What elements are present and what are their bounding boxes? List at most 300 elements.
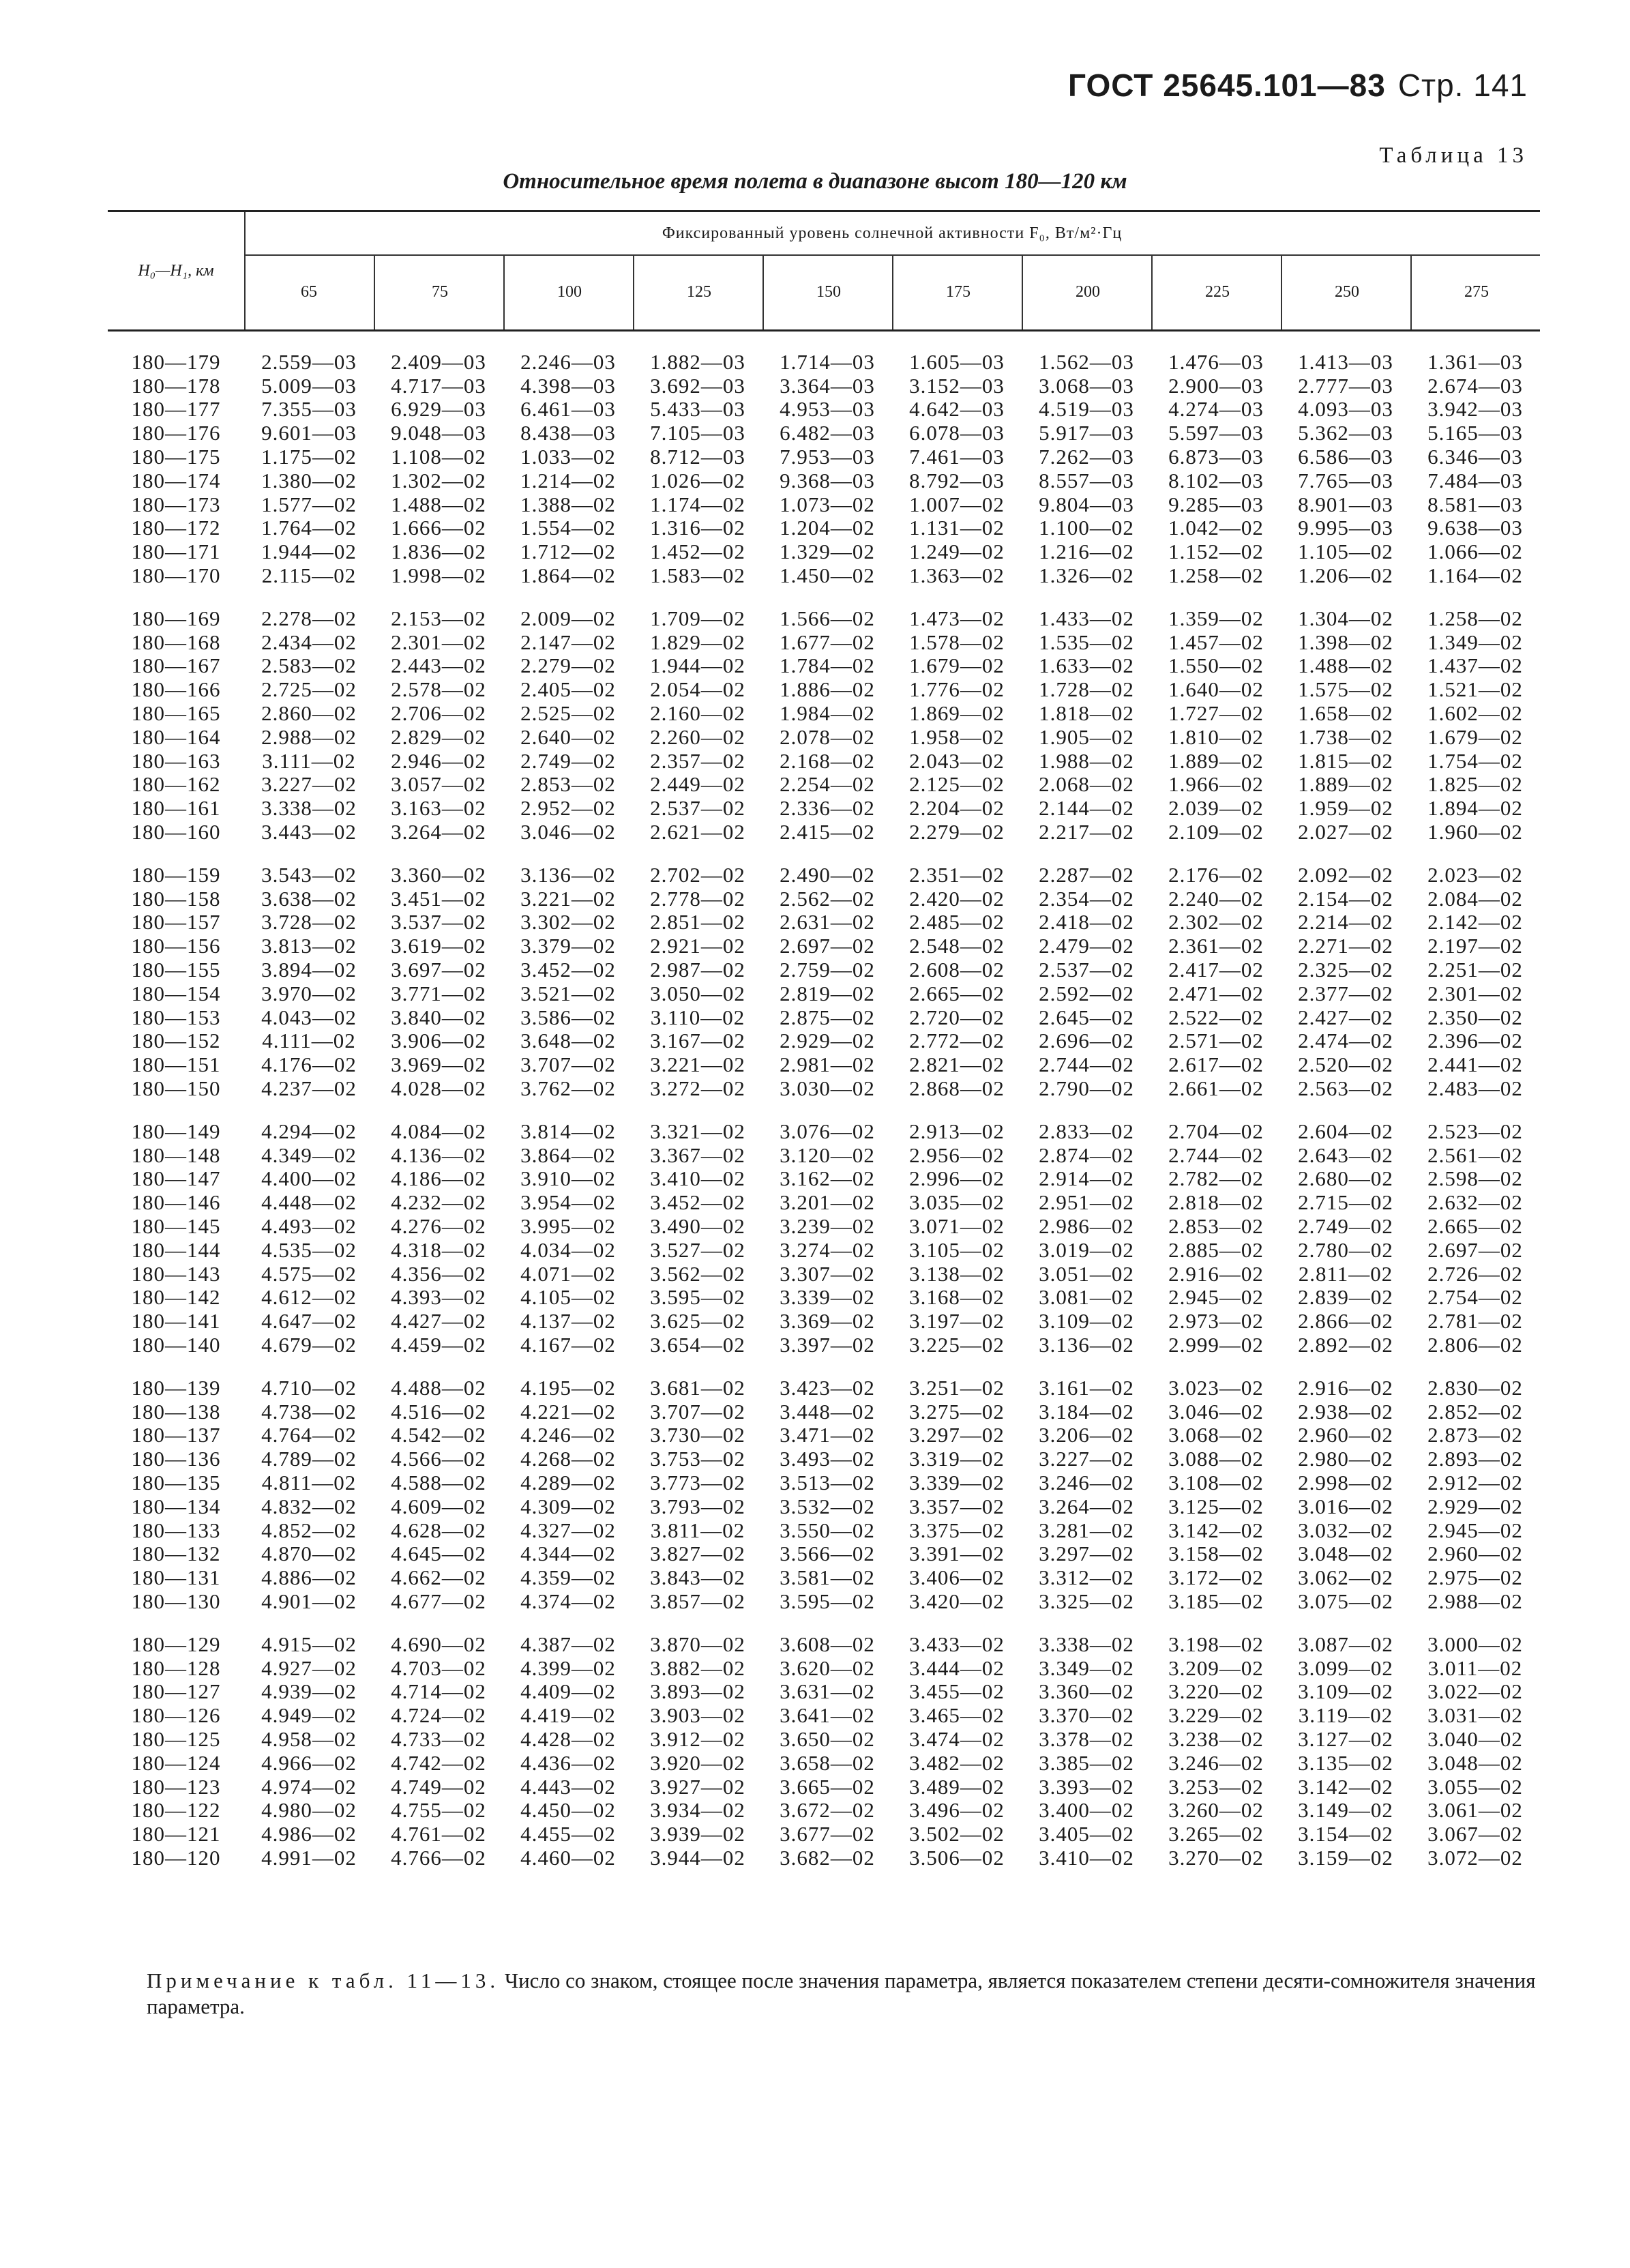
value-cell: 2.217—02 xyxy=(1039,820,1134,844)
note-text: Число со знаком, стоящее после значения параметра, является показателем степени десяти-сомножителя значения параметра. xyxy=(147,1969,1536,2018)
value-cell: 2.520—02 xyxy=(1298,1052,1393,1077)
table-row xyxy=(108,563,1540,587)
value-cell: 2.819—02 xyxy=(780,981,875,1005)
row-group xyxy=(108,1119,1540,1357)
value-cell: 2.956—02 xyxy=(909,1143,1005,1167)
note-lead: Примечание к табл. 11—13. xyxy=(147,1969,500,1992)
value-cell: 3.406—02 xyxy=(909,1565,1005,1590)
value-cell: 3.672—02 xyxy=(780,1798,875,1823)
value-cell: 1.818—02 xyxy=(1039,701,1134,726)
value-cell: 3.120—02 xyxy=(780,1143,875,1167)
value-cell: 2.916—02 xyxy=(1298,1375,1393,1400)
altitude-range-cell: 180—123 xyxy=(131,1774,221,1799)
value-cell: 2.254—02 xyxy=(780,772,875,797)
value-cell: 2.142—02 xyxy=(1427,910,1523,934)
value-cell: 2.946—02 xyxy=(391,748,486,773)
value-cell: 3.969—02 xyxy=(391,1052,486,1077)
value-cell: 3.099—02 xyxy=(1298,1655,1393,1680)
value-cell: 4.221—02 xyxy=(520,1399,616,1424)
value-cell: 1.033—02 xyxy=(520,445,616,469)
value-cell: 2.973—02 xyxy=(1168,1309,1264,1334)
altitude-range-cell: 180—135 xyxy=(131,1470,221,1494)
value-cell: 3.072—02 xyxy=(1427,1845,1523,1870)
value-cell: 2.643—02 xyxy=(1298,1143,1393,1167)
altitude-range-cell: 180—148 xyxy=(131,1143,221,1167)
value-cell: 1.776—02 xyxy=(909,677,1005,702)
value-cell: 2.617—02 xyxy=(1168,1052,1264,1077)
value-cell: 3.152—03 xyxy=(909,373,1005,398)
value-cell: 1.450—02 xyxy=(780,563,875,588)
value-cell: 4.105—02 xyxy=(520,1285,616,1310)
value-cell: 3.433—02 xyxy=(909,1632,1005,1656)
value-cell: 1.882—03 xyxy=(650,349,745,374)
table-row xyxy=(108,773,1540,797)
altitude-range-cell: 180—144 xyxy=(131,1237,221,1262)
value-cell: 2.109—02 xyxy=(1168,820,1264,844)
value-cell: 3.658—02 xyxy=(780,1750,875,1775)
value-cell: 6.461—03 xyxy=(520,397,616,422)
table-row xyxy=(108,1822,1540,1846)
group-header: Фиксированный уровень солнечной активности F₀, Вт/м²·Гц xyxy=(244,212,1540,256)
value-cell: 2.772—02 xyxy=(909,1029,1005,1053)
value-cell: 4.176—02 xyxy=(261,1052,357,1077)
table-row xyxy=(108,749,1540,773)
value-cell: 3.369—02 xyxy=(780,1309,875,1334)
value-cell: 2.592—02 xyxy=(1039,981,1134,1005)
value-cell: 2.427—02 xyxy=(1298,1005,1393,1029)
value-cell: 2.912—02 xyxy=(1427,1470,1523,1494)
value-cell: 4.690—02 xyxy=(391,1632,486,1656)
altitude-range-cell: 180—152 xyxy=(131,1029,221,1053)
row-group xyxy=(108,350,1540,587)
value-cell: 2.409—03 xyxy=(391,349,486,374)
table-row xyxy=(108,1471,1540,1494)
value-cell: 4.852—02 xyxy=(261,1518,357,1542)
column-header-175: 175 xyxy=(892,254,1023,329)
value-cell: 4.535—02 xyxy=(261,1237,357,1262)
value-cell: 2.559—03 xyxy=(261,349,357,374)
table-row xyxy=(108,1029,1540,1053)
row-group xyxy=(108,1376,1540,1613)
table-row xyxy=(108,1143,1540,1167)
altitude-range-cell: 180—150 xyxy=(131,1076,221,1100)
table-row xyxy=(108,958,1540,982)
value-cell: 2.351—02 xyxy=(909,862,1005,887)
value-cell: 1.316—02 xyxy=(650,516,745,540)
value-cell: 1.108—02 xyxy=(391,445,486,469)
value-cell: 3.893—02 xyxy=(650,1679,745,1704)
value-cell: 4.289—02 xyxy=(520,1470,616,1494)
value-cell: 3.264—02 xyxy=(391,820,486,844)
altitude-range-cell: 180—153 xyxy=(131,1005,221,1029)
value-cell: 3.260—02 xyxy=(1168,1798,1264,1823)
value-cell: 1.521—02 xyxy=(1427,677,1523,702)
value-cell: 3.375—02 xyxy=(909,1518,1005,1542)
value-cell: 2.608—02 xyxy=(909,958,1005,982)
altitude-range-cell: 180—159 xyxy=(131,862,221,887)
value-cell: 2.998—02 xyxy=(1298,1470,1393,1494)
table-row xyxy=(108,630,1540,654)
value-cell: 4.071—02 xyxy=(520,1261,616,1286)
value-cell: 4.703—02 xyxy=(391,1655,486,1680)
value-cell: 3.586—02 xyxy=(520,1005,616,1029)
value-cell: 4.409—02 xyxy=(520,1679,616,1704)
value-cell: 3.272—02 xyxy=(650,1076,745,1100)
value-cell: 2.938—02 xyxy=(1298,1399,1393,1424)
value-cell: 4.677—02 xyxy=(391,1589,486,1613)
value-cell: 3.081—02 xyxy=(1039,1285,1134,1310)
value-cell: 1.679—02 xyxy=(1427,724,1523,749)
value-cell: 7.355—03 xyxy=(261,397,357,422)
value-cell: 1.437—02 xyxy=(1427,653,1523,678)
value-cell: 1.738—02 xyxy=(1298,724,1393,749)
value-cell: 2.115—02 xyxy=(261,563,357,588)
value-cell: 2.279—02 xyxy=(520,653,616,678)
value-cell: 1.864—02 xyxy=(520,563,616,588)
value-cell: 2.706—02 xyxy=(391,701,486,726)
value-cell: 3.954—02 xyxy=(520,1190,616,1215)
value-cell: 3.325—02 xyxy=(1039,1589,1134,1613)
value-cell: 1.998—02 xyxy=(391,563,486,588)
altitude-range-cell: 180—138 xyxy=(131,1399,221,1424)
value-cell: 3.906—02 xyxy=(391,1029,486,1053)
value-cell: 3.367—02 xyxy=(650,1143,745,1167)
value-cell: 2.537—02 xyxy=(1039,958,1134,982)
value-cell: 2.434—02 xyxy=(261,630,357,654)
value-cell: 3.489—02 xyxy=(909,1774,1005,1799)
column-header-125: 125 xyxy=(633,254,764,329)
altitude-range-cell: 180—158 xyxy=(131,886,221,911)
value-cell: 5.433—03 xyxy=(650,397,745,422)
value-cell: 3.944—02 xyxy=(650,1845,745,1870)
value-cell: 3.019—02 xyxy=(1039,1237,1134,1262)
value-cell: 1.754—02 xyxy=(1427,748,1523,773)
value-cell: 1.958—02 xyxy=(909,724,1005,749)
value-cell: 1.605—03 xyxy=(909,349,1005,374)
value-cell: 2.875—02 xyxy=(780,1005,875,1029)
value-cell: 9.048—03 xyxy=(391,421,486,445)
altitude-range-cell: 180—165 xyxy=(131,701,221,726)
table-row xyxy=(108,1775,1540,1799)
value-cell: 2.561—02 xyxy=(1427,1143,1523,1167)
value-cell: 3.360—02 xyxy=(391,862,486,887)
altitude-range-cell: 180—154 xyxy=(131,981,221,1005)
value-cell: 4.609—02 xyxy=(391,1494,486,1518)
value-cell: 2.483—02 xyxy=(1427,1076,1523,1100)
value-cell: 4.717—03 xyxy=(391,373,486,398)
value-cell: 2.715—02 xyxy=(1298,1190,1393,1215)
value-cell: 3.370—02 xyxy=(1039,1703,1134,1728)
value-cell: 3.172—02 xyxy=(1168,1565,1264,1590)
value-cell: 2.945—02 xyxy=(1427,1518,1523,1542)
value-cell: 4.642—03 xyxy=(909,397,1005,422)
value-cell: 3.048—02 xyxy=(1427,1750,1523,1775)
value-cell: 4.093—03 xyxy=(1298,397,1393,422)
value-cell: 4.349—02 xyxy=(261,1143,357,1167)
column-header-250: 250 xyxy=(1281,254,1412,329)
value-cell: 4.232—02 xyxy=(391,1190,486,1215)
altitude-range-cell: 180—143 xyxy=(131,1261,221,1286)
value-cell: 3.474—02 xyxy=(909,1726,1005,1751)
altitude-range-cell: 180—137 xyxy=(131,1423,221,1447)
value-cell: 3.682—02 xyxy=(780,1845,875,1870)
value-cell: 3.471—02 xyxy=(780,1423,875,1447)
value-cell: 8.792—03 xyxy=(909,468,1005,492)
value-cell: 3.843—02 xyxy=(650,1565,745,1590)
table-row xyxy=(108,1119,1540,1143)
value-cell: 2.583—02 xyxy=(261,653,357,678)
value-cell: 4.628—02 xyxy=(391,1518,486,1542)
value-cell: 3.927—02 xyxy=(650,1774,745,1799)
table-row xyxy=(108,863,1540,887)
value-cell: 4.493—02 xyxy=(261,1213,357,1238)
table-label: Таблица 13 xyxy=(1379,143,1528,168)
value-cell: 3.251—02 xyxy=(909,1375,1005,1400)
value-cell: 2.851—02 xyxy=(650,910,745,934)
value-cell: 2.929—02 xyxy=(1427,1494,1523,1518)
value-cell: 3.840—02 xyxy=(391,1005,486,1029)
value-cell: 1.174—02 xyxy=(650,492,745,516)
value-cell: 2.621—02 xyxy=(650,820,745,844)
value-cell: 1.578—02 xyxy=(909,630,1005,654)
table-row xyxy=(108,1632,1540,1656)
table-row xyxy=(108,1309,1540,1333)
table-row xyxy=(108,1262,1540,1286)
value-cell: 3.046—02 xyxy=(1168,1399,1264,1424)
value-cell: 2.893—02 xyxy=(1427,1447,1523,1471)
altitude-range-cell: 180—131 xyxy=(131,1565,221,1590)
value-cell: 3.032—02 xyxy=(1298,1518,1393,1542)
value-cell: 2.821—02 xyxy=(909,1052,1005,1077)
altitude-range-cell: 180—129 xyxy=(131,1632,221,1656)
value-cell: 3.894—02 xyxy=(261,958,357,982)
value-cell: 2.986—02 xyxy=(1039,1213,1134,1238)
value-cell: 2.833—02 xyxy=(1039,1119,1134,1143)
value-cell: 2.287—02 xyxy=(1039,862,1134,887)
value-cell: 1.550—02 xyxy=(1168,653,1264,678)
value-cell: 2.154—02 xyxy=(1298,886,1393,911)
value-cell: 1.577—02 xyxy=(261,492,357,516)
value-cell: 1.214—02 xyxy=(520,468,616,492)
value-cell: 3.813—02 xyxy=(261,934,357,958)
table-row xyxy=(108,1727,1540,1751)
value-cell: 4.870—02 xyxy=(261,1542,357,1566)
value-cell: 2.960—02 xyxy=(1298,1423,1393,1447)
column-header-150: 150 xyxy=(762,254,893,329)
value-cell: 1.966—02 xyxy=(1168,772,1264,797)
value-cell: 3.625—02 xyxy=(650,1309,745,1334)
value-cell: 3.108—02 xyxy=(1168,1470,1264,1494)
value-cell: 2.952—02 xyxy=(520,796,616,821)
value-cell: 2.916—02 xyxy=(1168,1261,1264,1286)
value-cell: 4.436—02 xyxy=(520,1750,616,1775)
value-cell: 7.484—03 xyxy=(1427,468,1523,492)
value-cell: 3.338—02 xyxy=(1039,1632,1134,1656)
value-cell: 3.493—02 xyxy=(780,1447,875,1471)
table-note xyxy=(147,1968,1538,2020)
value-cell: 3.246—02 xyxy=(1168,1750,1264,1775)
value-cell: 4.399—02 xyxy=(520,1655,616,1680)
value-cell: 2.696—02 xyxy=(1039,1029,1134,1053)
value-cell: 3.198—02 xyxy=(1168,1632,1264,1656)
value-cell: 2.988—02 xyxy=(1427,1589,1523,1613)
table-row xyxy=(108,1565,1540,1589)
altitude-range-cell: 180—162 xyxy=(131,772,221,797)
value-cell: 2.571—02 xyxy=(1168,1029,1264,1053)
table-row xyxy=(108,1589,1540,1613)
value-cell: 7.953—03 xyxy=(780,445,875,469)
value-cell: 3.910—02 xyxy=(520,1166,616,1191)
value-cell: 3.650—02 xyxy=(780,1726,875,1751)
value-cell: 4.966—02 xyxy=(261,1750,357,1775)
value-cell: 4.034—02 xyxy=(520,1237,616,1262)
value-cell: 2.302—02 xyxy=(1168,910,1264,934)
value-cell: 3.071—02 xyxy=(909,1213,1005,1238)
altitude-range-cell: 180—176 xyxy=(131,421,221,445)
value-cell: 3.110—02 xyxy=(650,1005,745,1029)
value-cell: 3.062—02 xyxy=(1298,1565,1393,1590)
value-cell: 2.661—02 xyxy=(1168,1076,1264,1100)
value-cell: 4.419—02 xyxy=(520,1703,616,1728)
value-cell: 3.827—02 xyxy=(650,1542,745,1566)
value-cell: 4.356—02 xyxy=(391,1261,486,1286)
value-cell: 2.806—02 xyxy=(1427,1332,1523,1357)
table-row xyxy=(108,374,1540,398)
value-cell: 3.076—02 xyxy=(780,1119,875,1143)
value-cell: 4.811—02 xyxy=(261,1470,357,1494)
value-cell: 2.078—02 xyxy=(780,724,875,749)
table-header xyxy=(108,210,1540,332)
value-cell: 4.359—02 xyxy=(520,1565,616,1590)
value-cell: 2.680—02 xyxy=(1298,1166,1393,1191)
altitude-range-cell: 180—166 xyxy=(131,677,221,702)
value-cell: 4.136—02 xyxy=(391,1143,486,1167)
value-cell: 2.377—02 xyxy=(1298,981,1393,1005)
value-cell: 3.136—02 xyxy=(520,862,616,887)
value-cell: 1.026—02 xyxy=(650,468,745,492)
altitude-range-cell: 180—125 xyxy=(131,1726,221,1751)
value-cell: 3.125—02 xyxy=(1168,1494,1264,1518)
value-cell: 4.886—02 xyxy=(261,1565,357,1590)
value-cell: 2.781—02 xyxy=(1427,1309,1523,1334)
value-cell: 4.400—02 xyxy=(261,1166,357,1191)
value-cell: 3.088—02 xyxy=(1168,1447,1264,1471)
value-cell: 3.349—02 xyxy=(1039,1655,1134,1680)
value-cell: 2.301—02 xyxy=(391,630,486,654)
value-cell: 3.677—02 xyxy=(780,1822,875,1846)
value-cell: 4.455—02 xyxy=(520,1822,616,1846)
value-cell: 7.461—03 xyxy=(909,445,1005,469)
value-cell: 3.221—02 xyxy=(650,1052,745,1077)
value-cell: 3.061—02 xyxy=(1427,1798,1523,1823)
value-cell: 2.197—02 xyxy=(1427,934,1523,958)
table-row xyxy=(108,516,1540,540)
value-cell: 1.714—03 xyxy=(780,349,875,374)
value-cell: 2.278—02 xyxy=(261,606,357,630)
value-cell: 5.597—03 xyxy=(1168,421,1264,445)
value-cell: 4.387—02 xyxy=(520,1632,616,1656)
altitude-range-cell: 180—151 xyxy=(131,1052,221,1077)
table-row xyxy=(108,1703,1540,1727)
value-cell: 2.874—02 xyxy=(1039,1143,1134,1167)
value-cell: 3.167—02 xyxy=(650,1029,745,1053)
value-cell: 4.398—03 xyxy=(520,373,616,398)
value-cell: 3.452—02 xyxy=(650,1190,745,1215)
value-cell: 2.759—02 xyxy=(780,958,875,982)
value-cell: 2.951—02 xyxy=(1039,1190,1134,1215)
table-row xyxy=(108,820,1540,844)
value-cell: 3.227—02 xyxy=(261,772,357,797)
value-cell: 6.586—03 xyxy=(1298,445,1393,469)
value-cell: 3.246—02 xyxy=(1039,1470,1134,1494)
value-cell: 1.562—03 xyxy=(1039,349,1134,374)
value-cell: 4.761—02 xyxy=(391,1822,486,1846)
value-cell: 2.471—02 xyxy=(1168,981,1264,1005)
value-cell: 6.929—03 xyxy=(391,397,486,422)
value-cell: 3.939—02 xyxy=(650,1822,745,1846)
table-row xyxy=(108,1076,1540,1100)
value-cell: 4.724—02 xyxy=(391,1703,486,1728)
table-row xyxy=(108,492,1540,516)
value-cell: 4.991—02 xyxy=(261,1845,357,1870)
value-cell: 2.361—02 xyxy=(1168,934,1264,958)
value-cell: 2.829—02 xyxy=(391,724,486,749)
value-cell: 1.905—02 xyxy=(1039,724,1134,749)
value-cell: 4.742—02 xyxy=(391,1750,486,1775)
value-cell: 1.640—02 xyxy=(1168,677,1264,702)
value-cell: 3.811—02 xyxy=(650,1518,745,1542)
value-cell: 3.281—02 xyxy=(1039,1518,1134,1542)
value-cell: 3.728—02 xyxy=(261,910,357,934)
value-cell: 1.709—02 xyxy=(650,606,745,630)
value-cell: 6.346—03 xyxy=(1427,445,1523,469)
value-cell: 4.662—02 xyxy=(391,1565,486,1590)
table-row xyxy=(108,934,1540,958)
value-cell: 8.581—03 xyxy=(1427,492,1523,516)
value-cell: 3.490—02 xyxy=(650,1213,745,1238)
value-cell: 3.136—02 xyxy=(1039,1332,1134,1357)
value-cell: 2.749—02 xyxy=(520,748,616,773)
altitude-range-cell: 180—122 xyxy=(131,1798,221,1823)
altitude-range-cell: 180—168 xyxy=(131,630,221,654)
column-header-275: 275 xyxy=(1410,254,1541,329)
altitude-range-cell: 180—167 xyxy=(131,653,221,678)
value-cell: 3.379—02 xyxy=(520,934,616,958)
value-cell: 3.995—02 xyxy=(520,1213,616,1238)
value-cell: 4.393—02 xyxy=(391,1285,486,1310)
value-cell: 2.336—02 xyxy=(780,796,875,821)
value-cell: 5.165—03 xyxy=(1427,421,1523,445)
value-cell: 1.566—02 xyxy=(780,606,875,630)
altitude-range-cell: 180—147 xyxy=(131,1166,221,1191)
altitude-range-cell: 180—145 xyxy=(131,1213,221,1238)
value-cell: 4.043—02 xyxy=(261,1005,357,1029)
value-cell: 1.829—02 xyxy=(650,630,745,654)
value-cell: 8.557—03 xyxy=(1039,468,1134,492)
value-cell: 3.206—02 xyxy=(1039,1423,1134,1447)
altitude-range-cell: 180—132 xyxy=(131,1542,221,1566)
value-cell: 2.914—02 xyxy=(1039,1166,1134,1191)
value-cell: 6.482—03 xyxy=(780,421,875,445)
value-cell: 1.066—02 xyxy=(1427,540,1523,564)
value-cell: 3.423—02 xyxy=(780,1375,875,1400)
value-cell: 2.665—02 xyxy=(1427,1213,1523,1238)
value-cell: 3.443—02 xyxy=(261,820,357,844)
value-cell: 2.301—02 xyxy=(1427,981,1523,1005)
value-cell: 3.149—02 xyxy=(1298,1798,1393,1823)
value-cell: 3.321—02 xyxy=(650,1119,745,1143)
value-cell: 2.790—02 xyxy=(1039,1076,1134,1100)
